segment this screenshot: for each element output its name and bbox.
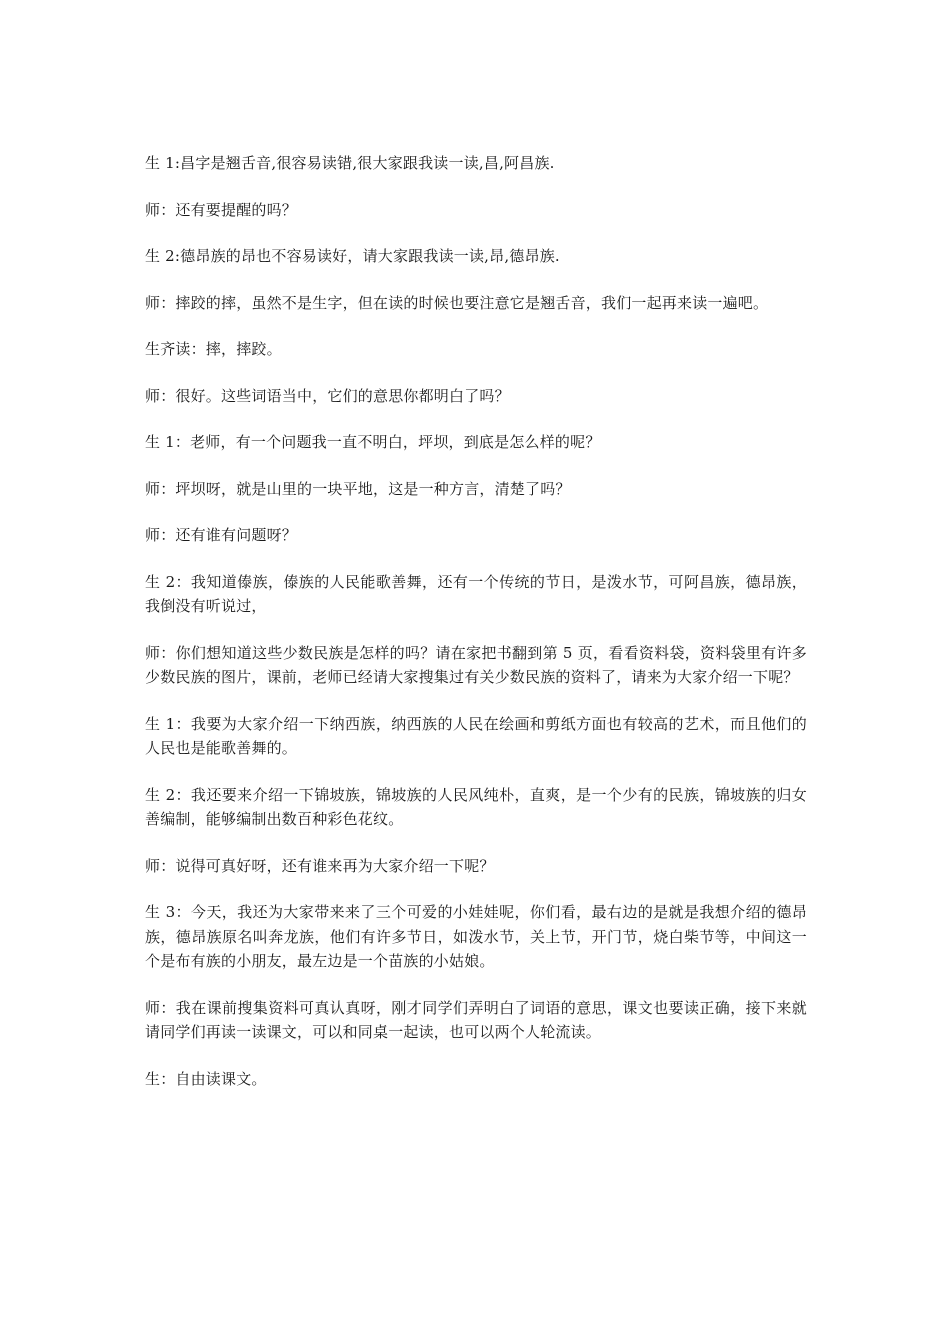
paragraph-12: 生 1：我要为大家介绍一下纳西族，纳西族的人民在绘画和剪纸方面也有较高的艺术，而且他们的人民也是能歌善舞的。	[145, 714, 807, 757]
paragraph-17: 生：自由读课文。	[145, 1069, 267, 1088]
paragraph-4: 师：摔跤的摔，虽然不是生字，但在读的时候也要注意它是翘舌音，我们一起再来读一遍吧。	[145, 293, 769, 312]
paragraph-1: 生 1:昌字是翘舌音,很容易读错,很大家跟我读一读,昌,阿昌族.	[145, 154, 555, 172]
paragraph-14: 师：说得可真好呀，还有谁来再为大家介绍一下呢？	[145, 856, 495, 875]
document-body	[145, 151, 817, 1113]
paragraph-9: 师：还有谁有问题呀？	[145, 526, 298, 544]
paragraph-5: 生齐读：摔，摔跤。	[145, 340, 282, 358]
paragraph-16: 师：我在课前搜集资料可真认真呀，刚才同学们弄明白了词语的意思，课文也要读正确，接下来就请同学们再读一读课文，可以和同桌一起读，也可以两个人轮流读。	[145, 998, 807, 1041]
paragraph-13: 生 2：我还要来介绍一下锦坡族，锦坡族的人民风纯朴，直爽，是一个少有的民族，锦坡族的归女善编制，能够编制出数百种彩色花纹。	[145, 785, 807, 828]
paragraph-11: 师：你们想知道这些少数民族是怎样的吗？请在家把书翻到第 5 页，看看资料袋，资料袋里有许多少数民族的图片，课前，老师已经请大家搜集过有关少数民族的资料了，请来为大家介绍一下呢？	[145, 643, 807, 686]
paragraph-7: 生 1：老师，有一个问题我一直不明白，坪坝，到底是怎么样的呢？	[145, 433, 601, 451]
paragraph-15: 生 3：今天，我还为大家带来来了三个可爱的小娃娃呢，你们看，最右边的是就是我想介绍的德昂族，德昂族原名叫奔龙族，他们有许多节日，如泼水节，关上节，开门节，烧白柴节等，中间这一个是布有族的小朋友，最左边是一个苗族的小姑娘。	[145, 903, 807, 970]
paragraph-6: 师：很好。这些词语当中，它们的意思你都明白了吗？	[145, 386, 510, 405]
paragraph-10: 生 2：我知道傣族，傣族的人民能歌善舞，还有一个传统的节日，是泼水节，可阿昌族，德昂族， 我倒没有听说过，	[145, 572, 817, 615]
paragraph-2: 师：还有要提醒的吗？	[145, 200, 298, 219]
paragraph-8: 师：坪坝呀，就是山里的一块平地，这是一种方言，清楚了吗？	[145, 479, 571, 498]
paragraph-3: 生 2:德昂族的昂也不容易读好，请大家跟我读一读,昂,德昂族.	[145, 247, 560, 265]
